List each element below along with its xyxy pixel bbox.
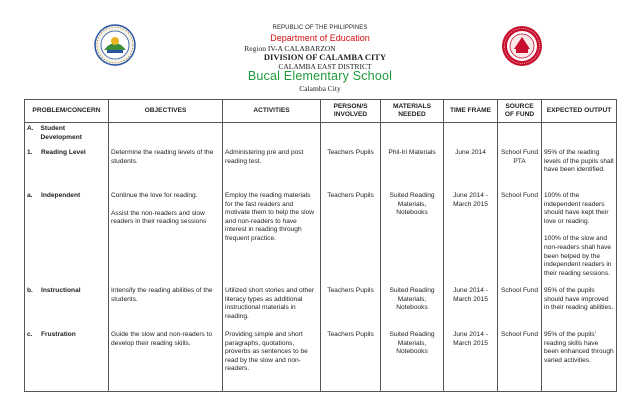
output-cell: 95% of the pupils should have improved in their reading abilities.: [542, 287, 617, 331]
output-cell-2: 100% of the slow and non-readers shall have been helped by the independent readers in their reading sessions.: [544, 235, 612, 277]
section-title: Student Development: [40, 125, 82, 141]
column-header: ACTIVITIES: [223, 100, 321, 123]
activities-cell: Providing simple and short paragraphs, quotations, proverbs as sentences to be read by the slow and non-readers.: [223, 331, 321, 392]
persons-cell: Teachers Pupils: [321, 149, 381, 192]
output-cell: 95% of the reading levels of the pupils shall have been identified.: [542, 149, 617, 192]
fund-cell: School Fund PTA: [498, 149, 542, 192]
district-line: CALAMBA EAST DISTRICT: [278, 62, 372, 71]
fund-cell: School Fund: [498, 331, 542, 392]
persons-cell: Teachers Pupils: [321, 287, 381, 331]
problem-label: Reading Level: [41, 149, 86, 156]
column-header: OBJECTIVES: [109, 100, 223, 123]
table-header-row: [25, 100, 617, 123]
table-row: [25, 192, 617, 287]
objectives-cell: Guide the slow and non-readers to develop their reading skills.: [109, 331, 223, 392]
column-header: EXPECTED OUTPUT: [542, 100, 617, 123]
row-number: b.: [27, 287, 33, 294]
republic-line: REPUBLIC OF THE PHILIPPINES: [272, 25, 368, 31]
table-row: [25, 287, 617, 331]
time-frame-cell: June 2014 - March 2015: [444, 331, 498, 392]
time-frame-cell: June 2014 - March 2015: [444, 287, 498, 331]
table-row: [25, 331, 617, 392]
action-plan-table: [24, 99, 617, 392]
column-header: PROBLEM/CONCERN: [25, 100, 109, 123]
activities-cell: Utilized short stories and other literacy types as additional instructional materials in reading.: [223, 287, 321, 331]
section-letter: A.: [27, 125, 34, 132]
materials-cell: Suited Reading Materials, Notebooks: [381, 287, 444, 331]
row-number: 1.: [27, 149, 33, 156]
persons-cell: Teachers Pupils: [321, 331, 381, 392]
problem-label: Instructional: [41, 287, 81, 294]
fund-cell: School Fund: [498, 192, 542, 287]
city-line: Calamba City: [299, 84, 341, 93]
objectives-cell-2: Assist the non-readers and slow readers in their reading sessions: [111, 209, 207, 226]
department-line: Department of Education: [270, 33, 370, 43]
school-name: Bucal Elementary School: [247, 69, 393, 83]
output-cell: 95% of the pupils' reading skills have been enhanced through varied activities.: [542, 331, 617, 392]
time-frame-cell: June 2014 - March 2015: [444, 192, 498, 287]
activities-cell: Employ the reading materials for the fast readers and motivate them to help the slow and non-readers to have interest in reading through frequent practice.: [223, 192, 321, 287]
table-row: [25, 149, 617, 192]
problem-label: Independent: [41, 192, 81, 199]
row-number: a.: [27, 192, 33, 199]
activities-cell: Administering pre and post reading test.: [223, 149, 321, 192]
column-header: SOURCE OF FUND: [498, 100, 542, 123]
column-header: TIME FRAME: [444, 100, 498, 123]
materials-cell: Suited Reading Materials, Notebooks: [381, 192, 444, 287]
objectives-cell: Continue the love for reading.: [111, 192, 198, 199]
objectives-cell: Determine the reading levels of the students.: [109, 149, 223, 192]
row-number: c.: [27, 331, 33, 338]
materials-cell: Phil-Iri Materials: [381, 149, 444, 192]
time-frame-cell: June 2014: [444, 149, 498, 192]
persons-cell: Teachers Pupils: [321, 192, 381, 287]
problem-label: Frustration: [41, 331, 76, 338]
region-line: Region IV-A CALABARZON: [244, 44, 336, 53]
division-line: DIVISION OF CALAMBA CITY: [263, 52, 387, 62]
fund-cell: School Fund: [498, 287, 542, 331]
materials-cell: Suited Reading Materials, Notebooks: [381, 331, 444, 392]
column-header: PERSON/S INVOLVED: [321, 100, 381, 123]
column-header: MATERIALS NEEDED: [381, 100, 444, 123]
output-cell: 100% of the independent readers should have kept their love or reading.: [544, 192, 609, 225]
objectives-cell: Intensify the reading abilities of the students.: [109, 287, 223, 331]
section-row: [25, 123, 617, 150]
